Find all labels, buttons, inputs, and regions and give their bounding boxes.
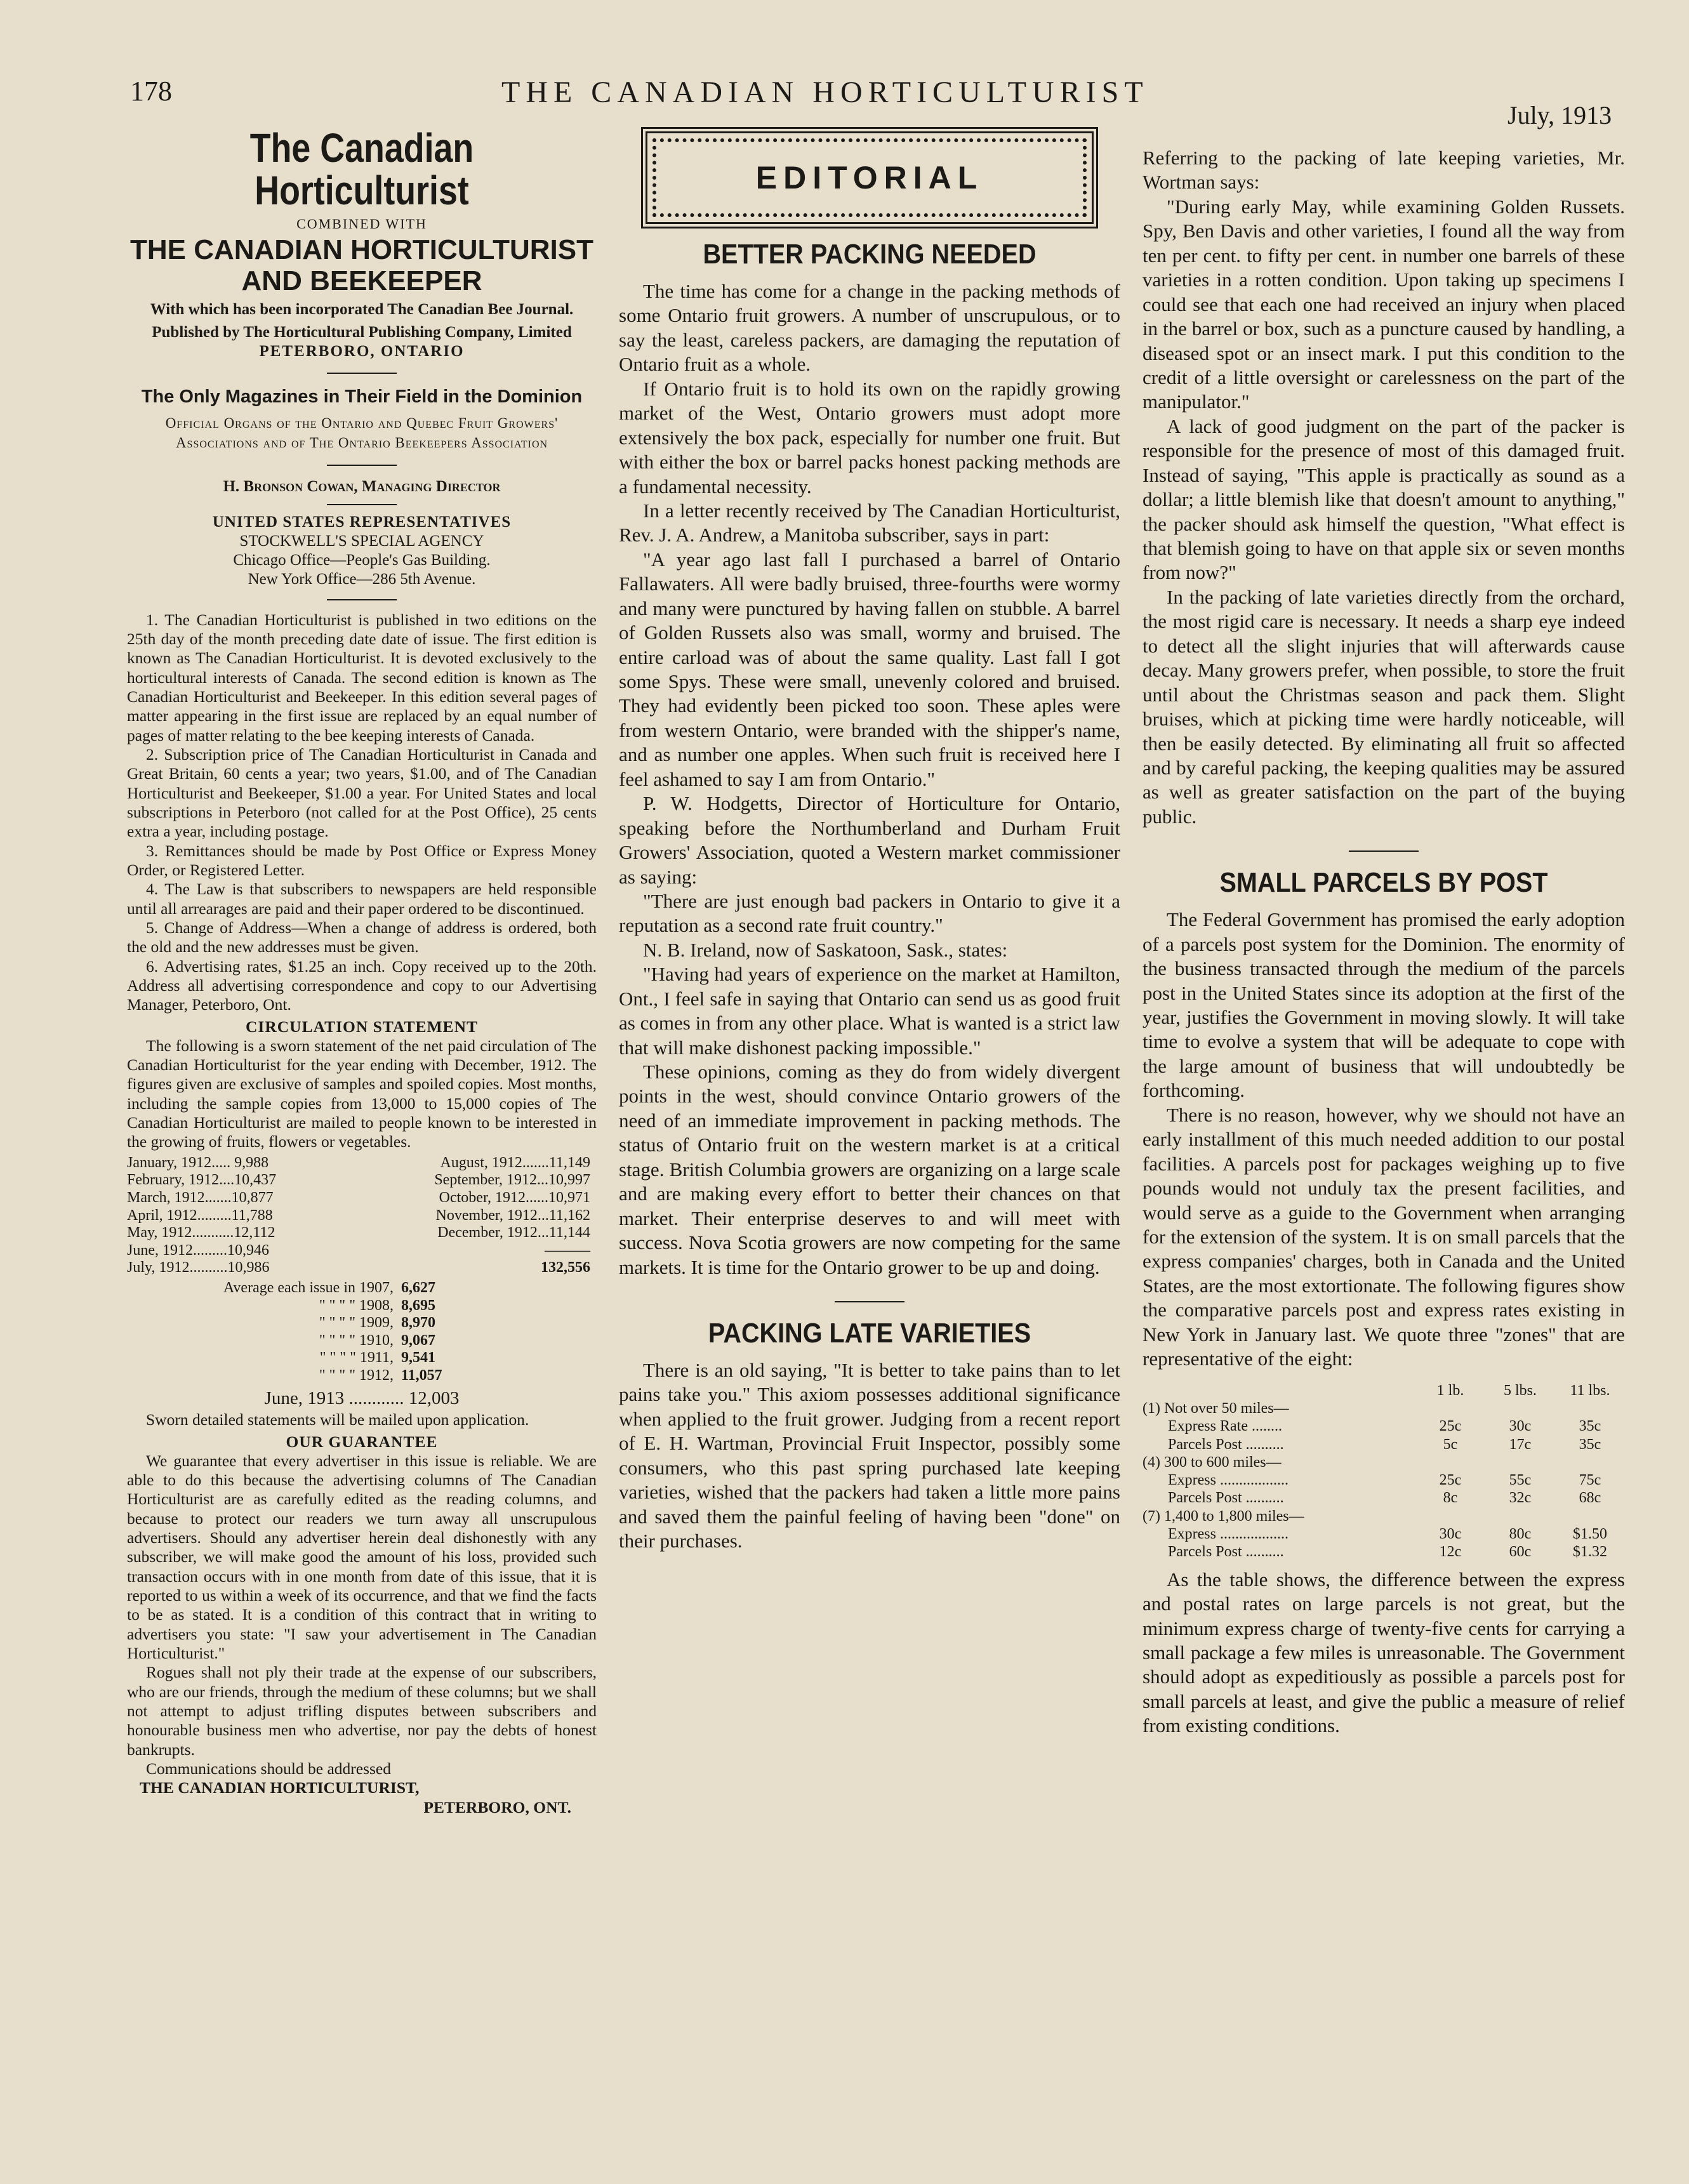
paragraph: The time has come for a change in the packing methods of some Ontario fruit growers. A number of unscrupulous, or to say the least, careless packers, are damaging the reputation of Ontario fruit as a whole.: [619, 280, 1120, 376]
special-agency: STOCKWELL'S SPECIAL AGENCY: [239, 532, 484, 550]
table-cell: November, 1912...11,162: [435, 1207, 590, 1224]
table-row: [127, 1224, 597, 1242]
list-item: " " " " 1908, 8,695: [319, 1297, 435, 1314]
paragraph: P. W. Hodgetts, Director of Horticulture for Ontario, speaking before the Northumberland and Durham Fruit Growers' Association, quoted a Western market commissioner as saying:: [619, 792, 1120, 888]
table-row: Express .................. 30c 80c $1.50: [1168, 1526, 1607, 1543]
table-cell: October, 1912......10,971: [439, 1189, 590, 1206]
table-cell: April, 1912.........11,788: [127, 1207, 273, 1224]
notice-item: 6. Advertising rates, $1.25 an inch. Copy received up to the 20th. Address all advertising correspondence and copy to our Advertising Manager, Peterboro, Ont.: [127, 956, 597, 1014]
table-row: [127, 1242, 597, 1260]
us-representatives: UNITED STATES REPRESENTATIVES: [212, 513, 512, 531]
list-item: " " " " 1909, 8,970: [319, 1314, 435, 1332]
table-row: Parcels Post .......... 5c 17c 35c: [1168, 1436, 1601, 1453]
table-row: (4) 300 to 600 miles—: [1143, 1453, 1282, 1471]
masthead-title-2: THE CANADIAN HORTICULTURIST AND BEEKEEPER: [129, 234, 594, 296]
masthead-title: The Canadian Horticulturist: [249, 125, 474, 214]
table-cell: September, 1912...10,997: [434, 1172, 590, 1189]
only-magazines: The Only Magazines in Their Field in the Dominion: [141, 387, 583, 407]
newyork-office: New York Office—286 5th Avenue.: [248, 570, 476, 588]
rogues-notice: Rogues shall not ply their trade at the expense of our subscribers, who are our friends, through the medium of these columns; but we shall not attempt to adjust trifling disputes between subscribers and honourable business men who advertise, nor pay the debts of honest bankrupts.: [127, 1663, 597, 1759]
guarantee-heading: OUR GUARANTEE: [286, 1432, 438, 1451]
divider: [327, 373, 397, 374]
combined-with: COMBINED WITH: [296, 216, 427, 232]
quote: "During early May, while examining Golden Russets. Spy, Ben Davis and other varieties, I found all the way from ten per cent. to fifty per cent. in number one barrels of these varieties in a rotten condition. Upon taking up specimens I could see that each one had received an injury when placed in the barrel or box, such as a puncture caused by handling, a diseased spot or an insect mark. I put this condition to the credit of a little oversight or carelessness on the part of the manipulator.": [1143, 195, 1625, 413]
table-cell: February, 1912....10,437: [127, 1172, 277, 1189]
average-list: [127, 1280, 597, 1385]
table-row: [127, 1259, 597, 1277]
official-organs: Official Organs of the Ontario and Quebec Fruit Growers' Associations and of The Ontario Beekeepers Association: [165, 415, 559, 451]
parcel-rates-table: [1143, 1382, 1625, 1561]
table-cell: May, 1912...........12,112: [127, 1224, 275, 1241]
list-item: " " " " 1912, 11,057: [319, 1367, 442, 1384]
article-heading: BETTER PACKING NEEDED: [703, 239, 1037, 270]
table-row: Express Rate ........ 25c 30c 35c: [1168, 1418, 1601, 1435]
incorporated-note: With which has been incorporated The Canadian Bee Journal.: [150, 301, 574, 319]
paragraph: There is no reason, however, why we should not have an early installment of this much needed addition to our postal facilities. A parcels post for packages weighing up to five pounds would not unduly tax the present facilities, and would serve as a guide to the Government when arranging for the extension of the system. It is on small parcels that the express companies' charges, both in Canada and the United States, are the most extortionate. The following figures show the comparative parcels post and express rates existing in New York in January last. We quote three "zones" that are representative of the eight:: [1143, 1103, 1625, 1370]
divider: [327, 599, 397, 600]
notice-item: 2. Subscription price of The Canadian Horticulturist in Canada and Great Britain, 60 cents a year; two years, $1.00, and of The Canadian Horticulturist and Beekeeper, $1.00 a year. For United States and local subscriptions in Peterboro (not called for at the Post Office), 25 cents extra a year, including postage.: [127, 745, 597, 841]
divider: [835, 1301, 904, 1302]
table-cell: June, 1912.........10,946: [127, 1241, 269, 1259]
editorial-column: [619, 127, 1120, 1553]
guarantee-body: We guarantee that every advertiser in this issue is reliable. We are able to do this because the advertising columns of The Canadian Horticulturist are as carefully edited as the reading columns, and because to protect our readers we turn away all unscrupulous advertisers. Should any advertiser herein deal dishonestly with any subscriber, we will make good the amount of his loss, provided such transaction occurs with in one month from date of this issue, that it is reported to us within a week of its occurrence, and that we find the facts to be as stated. It is a condition of this contract that in writing to advertisers you state: "I saw your advertisement in The Canadian Horticulturist.": [127, 1451, 597, 1663]
publisher: Published by The Horticultural Publishing Company, Limited: [152, 324, 572, 341]
quote: "Having had years of experience on the market at Hamilton, Ont., I feel safe in saying that Ontario can send us as good fruit as comes in from any other place. What is wanted is a strict law that will make dishonest packing impossible.": [619, 963, 1120, 1059]
address-line-2: PETERBORO, ONT.: [423, 1797, 571, 1817]
column-header: 1 lb.: [1436, 1382, 1464, 1399]
sworn-statement: Sworn detailed statements will be mailed upon application.: [146, 1410, 529, 1429]
table-cell: January, 1912..... 9,988: [127, 1154, 269, 1171]
table-cell: August, 1912.......11,149: [440, 1154, 590, 1171]
article-heading: PACKING LATE VARIETIES: [708, 1317, 1031, 1349]
quote: "A year ago last fall I purchased a barrel of Ontario Fallawaters. All were badly bruised, three-fourths were wormy and many were punctured by having fallen on stubble. A barrel of Golden Russets also was small, wormy and bruised. The entire carload was of about the same quality. Last fall I got some Spys. These were small, unevenly colored and bruised. They had evidently been picked too soon. These aples were from western Ontario, were branded with the shipper's name, and as number one apples. When such fruit is received here I feel ashamed to say I am from Ontario.": [619, 548, 1120, 790]
divider: [1349, 850, 1419, 852]
list-item: " " " " 1910, 9,067: [319, 1332, 435, 1349]
third-column: [1143, 146, 1625, 1738]
table-cell: 132,556: [541, 1259, 590, 1276]
column-header: 11 lbs.: [1570, 1382, 1610, 1399]
paragraph: In the packing of late varieties directly from the orchard, the most rigid care is necessary. It needs a sharp eye indeed to detect all the slight injuries that will afterwards cause decay. Many growers prefer, when possible, to store the fruit until about the Christmas season and pack them. Slight bruises, which at picking time were hardly noticeable, will then be easily detected. By eliminating all fruit so affected and by careful packing, the keeping qualities may be assured as well as greater satisfaction on the part of the buying public.: [1143, 585, 1625, 828]
editorial-label: EDITORIAL: [755, 160, 984, 195]
address-line-1: THE CANADIAN HORTICULTURIST,: [140, 1778, 420, 1797]
notice-item: 3. Remittances should be made by Post Office or Express Money Order, or Registered Letter.: [127, 841, 597, 879]
circulation-table: [127, 1155, 597, 1277]
notice-item: 5. Change of Address—When a change of address is ordered, both the old and the new addresses must be given.: [127, 918, 597, 956]
paragraph: If Ontario fruit is to hold its own on the rapidly growing market of the West, Ontario growers must adopt more extensively the box pack, especially for number one fruit. But with either the box or barrel packs honest packing methods are a fundamental necessity.: [619, 377, 1120, 498]
table-row: [127, 1172, 597, 1189]
quote: "There are just enough bad packers in Ontario to give it a reputation as a second rate fruit country.": [619, 889, 1120, 937]
paragraph: In a letter recently received by The Canadian Horticulturist, Rev. J. A. Andrew, a Manitoba subscriber, says in part:: [619, 499, 1120, 546]
table-row: (7) 1,400 to 1,800 miles—: [1143, 1507, 1304, 1525]
table-cell: July, 1912..........10,986: [127, 1259, 270, 1276]
paragraph: As the table shows, the difference between the express and postal rates on large parcels is not great, but the minimum express charge of twenty-five cents for carrying a small package a few miles is unreasonable. The Government should adopt as expeditiously as possible a parcels post for small parcels at least, and give the public a measure of relief from existing conditions.: [1143, 1568, 1625, 1737]
running-title: THE CANADIAN HORTICULTURIST: [501, 76, 1149, 109]
table-row: [127, 1155, 597, 1172]
column-header: 5 lbs.: [1503, 1382, 1537, 1399]
notice-item: 1. The Canadian Horticulturist is published in two editions on the 25th day of the month preceding date date of issue. The first edition is known as The Canadian Horticulturist. It is devoted exclusively to the horticultural interests of Canada. The second edition is known as The Canadian Horticulturist and Beekeeper. In this edition several pages of matter appearing in the first issue are replaced by an equal number of pages of matter relating to the bee keeping interests of Canada.: [127, 610, 597, 745]
managing-director: H. Bronson Cowan, Managing Director: [223, 477, 501, 495]
june-1913-figure: June, 1913 ............ 12,003: [264, 1387, 460, 1408]
paragraph: Referring to the packing of late keeping varieties, Mr. Wortman says:: [1143, 147, 1625, 194]
table-row: [127, 1207, 597, 1225]
circulation-intro: The following is a sworn statement of the net paid circulation of The Canadian Horticulturist for the year ending with December, 1912. The figures given are exclusive of samples and spoiled copies. Most months, including the sample copies from 13,000 to 15,000 copies of The Canadian Horticulturist are mailed to people known to be interested in the growing of fruits, flowers or vegetables.: [127, 1036, 597, 1151]
issue-date: July, 1913: [1507, 101, 1612, 129]
circulation-heading: CIRCULATION STATEMENT: [245, 1017, 478, 1036]
table-cell: ———: [545, 1241, 590, 1259]
chicago-office: Chicago Office—People's Gas Building.: [233, 551, 491, 569]
paragraph: There is an old saying, "It is better to take pains than to let pains take you." This axiom possesses additional significance when applied to the fruit grower. Judging from a recent report of E. H. Wartman, Provincial Fruit Inspector, possibly some consumers, who this past spring purchased late keeping varieties, wished that the packers had taken a little more pains and saved them the painful feeling of having been "done" on their purchases.: [619, 1358, 1120, 1552]
divider: [327, 504, 397, 505]
article-heading: SMALL PARCELS BY POST: [1219, 867, 1548, 899]
divider: [327, 465, 397, 466]
paragraph: These opinions, coming as they do from widely divergent points in the west, should convince Ontario growers of the need of an immediate improvement in packing methods. The status of Ontario fruit on the western market is at a critical stage. British Columbia growers are organizing on a large scale and are making every effort to better their chances on that market. Their enterprise deserves to and will meet with success. Nova Scotia growers are now competing for the same markets. It is time for the Ontario grower to be up and doing.: [619, 1061, 1120, 1278]
table-cell: March, 1912.......10,877: [127, 1189, 274, 1206]
publisher-city: PETERBORO, ONTARIO: [259, 343, 465, 361]
table-row: Parcels Post .......... 12c 60c $1.32: [1168, 1544, 1607, 1561]
page-number: 178: [130, 76, 172, 107]
table-cell: December, 1912...11,144: [437, 1224, 590, 1241]
list-item: Average each issue in 1907, 6,627: [223, 1279, 435, 1296]
editorial-banner: [641, 127, 1098, 228]
table-row: Express .................. 25c 55c 75c: [1168, 1472, 1601, 1489]
table-header-row: [1143, 1382, 1625, 1400]
running-header: [0, 75, 1689, 129]
list-item: " " " " 1911, 9,541: [319, 1349, 435, 1367]
paragraph: A lack of good judgment on the part of the packer is responsible for the presence of most of this damaged fruit. Instead of saying, "This apple is practically as sound as a dollar; a little blemish like that doesn't amount to anything," the packer should ask himself the question, "What effect is that blemish going to have on that apple six or seven months from now?": [1143, 414, 1625, 584]
table-row: (1) Not over 50 miles—: [1143, 1400, 1289, 1417]
table-row: [127, 1189, 597, 1207]
table-row: Parcels Post .......... 8c 32c 68c: [1168, 1490, 1601, 1507]
notice-item: 4. The Law is that subscribers to newspapers are held responsible until all arrearages are paid and their paper ordered to be discontinued.: [127, 880, 597, 918]
masthead-column: [127, 127, 597, 1817]
paragraph: The Federal Government has promised the early adoption of a parcels post system for the Dominion. The enormity of the business transacted through the medium of the parcels post in the United States since its adoption at the first of the year, justifies the Government in moving slowly. It will take time to evolve a system that will be adequate to cope with the large amount of business that will undoubtedly be forthcoming.: [1143, 908, 1625, 1102]
communications-note: Communications should be addressed: [146, 1759, 391, 1778]
paragraph: N. B. Ireland, now of Saskatoon, Sask., states:: [643, 938, 1008, 961]
